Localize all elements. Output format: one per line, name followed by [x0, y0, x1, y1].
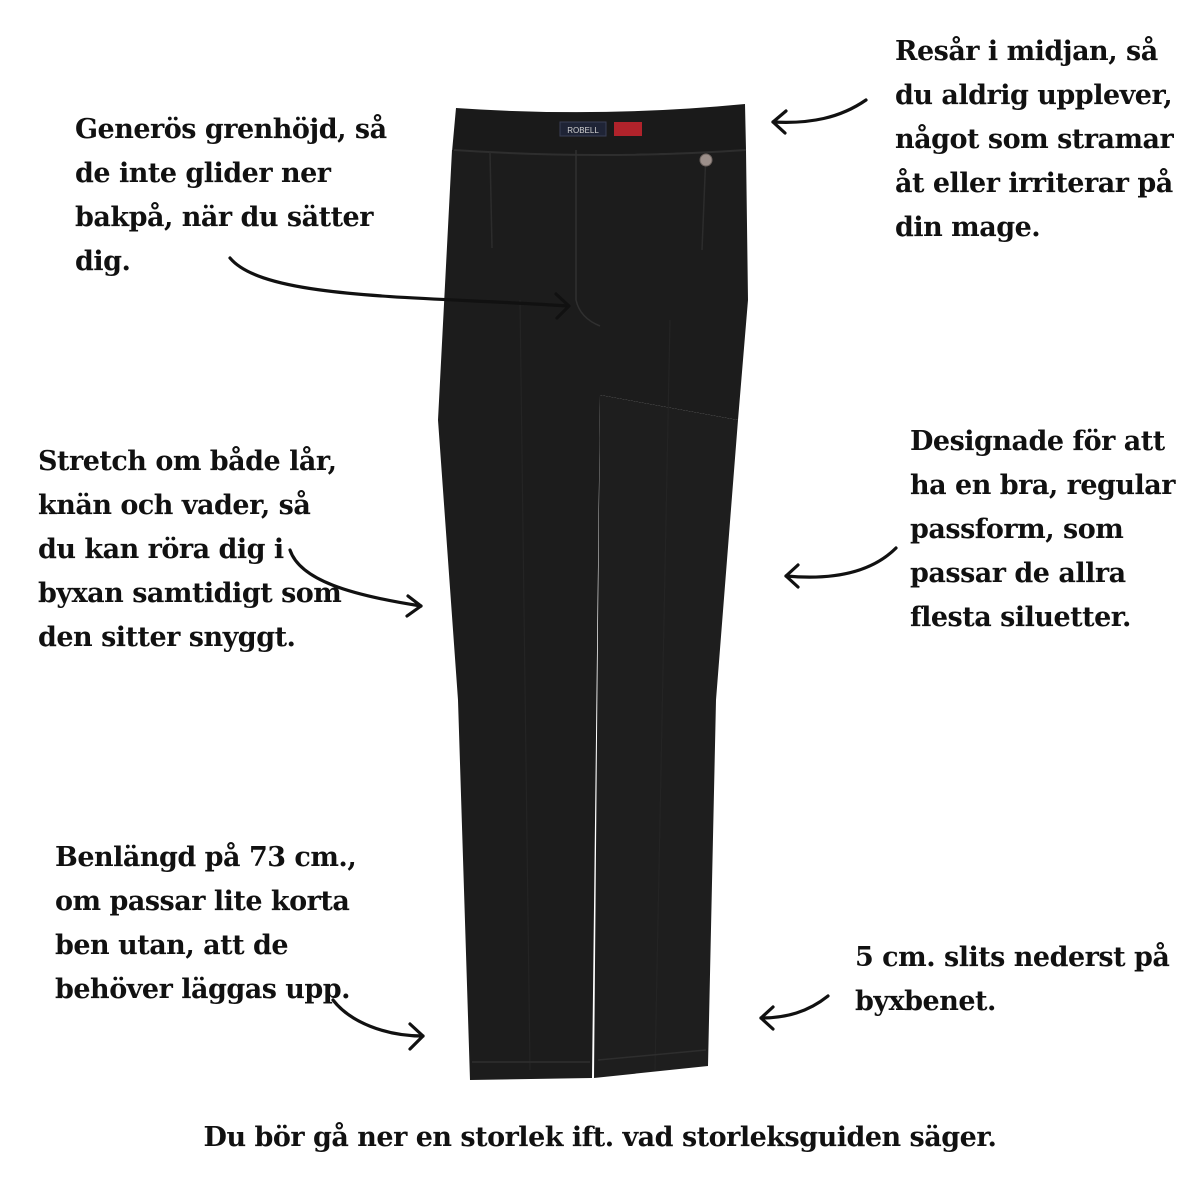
annotation-line: dig.: [75, 246, 131, 277]
annotation-line: passform, som: [910, 514, 1124, 545]
annotation-line: du aldrig upplever,: [895, 80, 1173, 111]
annotation-line: åt eller irriterar på: [895, 168, 1173, 199]
annotation-line: flesta siluetter.: [910, 602, 1131, 633]
annotation-line: ben utan, att de: [55, 930, 289, 961]
annotation-line: byxan samtidigt som: [38, 578, 342, 609]
button-icon: [700, 154, 712, 166]
annotation-line: om passar lite korta: [55, 886, 350, 917]
annotation-line: behöver läggas upp.: [55, 974, 351, 1005]
arrow-waist-icon: [773, 100, 866, 133]
annotation-fit: [910, 420, 1175, 640]
annotation-rise: [75, 108, 387, 284]
annotation-line: byxbenet.: [855, 986, 996, 1017]
annotation-leg-length: [55, 836, 356, 1012]
trousers-image: [438, 104, 748, 1080]
annotation-line: något som stramar: [895, 124, 1174, 155]
annotation-line: ha en bra, regular: [910, 470, 1176, 501]
annotation-waist: [895, 30, 1173, 250]
annotation-slit: [855, 936, 1169, 1024]
annotation-line: Stretch om både lår,: [38, 446, 337, 477]
annotation-line: Designade för att: [910, 426, 1165, 457]
annotation-line: din mage.: [895, 212, 1041, 243]
size-label: [614, 122, 642, 136]
annotation-line: du kan röra dig i: [38, 534, 284, 565]
arrow-slit-icon: [761, 996, 828, 1029]
annotation-stretch: [38, 440, 341, 660]
annotation-line: knän och vader, så: [38, 490, 311, 521]
size-advice-footer: Du bör gå ner en storlek ift. vad storleksguiden säger.: [203, 1122, 997, 1153]
annotation-line: Resår i midjan, så: [895, 36, 1158, 67]
annotation-line: bakpå, när du sätter: [75, 202, 373, 233]
brand-label-text: ROBELL: [567, 126, 599, 135]
annotation-line: Benlängd på 73 cm.,: [55, 842, 357, 873]
annotation-line: Generös grenhöjd, så: [75, 114, 387, 145]
annotation-line: den sitter snyggt.: [38, 622, 296, 653]
annotation-line: passar de allra: [910, 558, 1126, 589]
annotation-line: 5 cm. slits nederst på: [855, 942, 1170, 973]
arrow-fit-icon: [786, 548, 896, 587]
annotation-line: de inte glider ner: [75, 158, 331, 189]
